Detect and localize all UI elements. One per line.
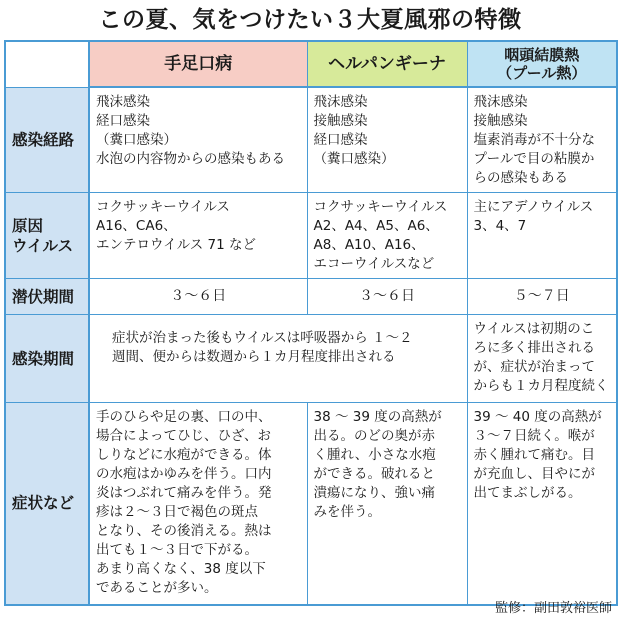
cell-line: コクサッキーウイルス: [96, 199, 230, 215]
cell-virus-herpangina: [307, 193, 467, 279]
cell-line: ろに多く排出される: [473, 340, 595, 356]
cell-line: A16、CA6、: [96, 218, 177, 234]
row-route: [5, 87, 617, 193]
cell-line: 週間、便からは数週から１カ月程度排出される: [112, 349, 396, 365]
cell-line: 塩素消毒が不十分な: [473, 132, 595, 148]
column-header-label: 咽頭結膜熱: [504, 46, 580, 64]
page-title: この夏、気をつけたい３大夏風邪の特徴: [98, 7, 522, 33]
row-header-incubation: [5, 279, 89, 315]
cell-line: 出る。のどの奥が赤: [313, 428, 435, 444]
cell-infectious-pcf: [467, 315, 617, 403]
cell-line: （糞口感染）: [96, 132, 177, 148]
cell-line: 接触感染: [473, 113, 528, 129]
cell-line: A2、A4、A5、A6、: [313, 218, 439, 234]
cell-line: 接触感染: [313, 113, 368, 129]
cell-virus-hfmd: [89, 193, 307, 279]
cell-line: となり、その後消える。熱は: [96, 523, 272, 539]
cell-line: 経口感染: [96, 113, 150, 129]
header-row: [5, 41, 617, 87]
cell-line: の水疱はかゆみを伴う。口内: [96, 466, 272, 482]
corner-cell: [5, 41, 89, 87]
column-header-pcf: [467, 41, 617, 87]
cell-line: 症状が治まった後もウイルスは呼吸器から １～２: [112, 330, 413, 346]
cell-line: 手のひらや足の裏、口の中、: [96, 409, 272, 425]
cell-line: 飛沫感染: [313, 94, 368, 110]
cell-incubation-hfmd: ３～６日: [89, 279, 307, 315]
cell-line: く腫れ、小さな水疱: [313, 447, 436, 463]
cell-symptoms-pcf: [467, 403, 617, 605]
row-header-virus: [5, 193, 89, 279]
cell-symptoms-hfmd: [89, 403, 307, 605]
row-header-infectious: [5, 315, 89, 403]
cell-line: 39 ～ 40 度の高熱が: [473, 409, 602, 425]
cell-line: 水泡の内容物からの感染もある: [96, 151, 285, 167]
cell-route-herpangina: [307, 87, 467, 193]
cell-line: 経口感染: [313, 132, 368, 148]
cell-line: らの感染もある: [473, 170, 568, 186]
cell-line: 疹は２～３日で褐色の斑点: [96, 504, 258, 520]
column-header-label: ヘルパンギーナ: [328, 54, 446, 74]
cell-line: エコーウイルスなど: [313, 256, 435, 272]
cell-line: しりなどに水疱ができる。体: [96, 447, 272, 463]
row-header-label: 感染期間: [12, 349, 75, 368]
cell-line: あまり高くなく、38 度以下: [96, 561, 266, 577]
cell-line: ウイルスは初期のこ: [473, 321, 595, 337]
row-incubation: [5, 279, 617, 315]
cell-line: 場合によってひじ、ひざ、お: [96, 428, 271, 444]
row-header-label: 原因: [12, 216, 44, 235]
cell-line: からも１カ月程度続く: [473, 378, 609, 394]
row-header-label: 感染経路: [12, 130, 75, 149]
cell-line: 潰瘍になり、強い痛: [313, 485, 435, 501]
cell-symptoms-herpangina: [307, 403, 467, 605]
cell-incubation-herpangina: ３～６日: [307, 279, 467, 315]
cell-line: A8、A10、A16、: [313, 237, 425, 253]
cell-line: （糞口感染）: [313, 151, 395, 167]
row-header-symptoms: [5, 403, 89, 605]
column-header-sublabel: （プール熱）: [497, 64, 587, 82]
row-virus: [5, 193, 617, 279]
cell-line: 炎はつぶれて痛みを伴う。発: [96, 485, 272, 501]
cell-line: が充血し、目やにが: [473, 466, 595, 482]
cell-line: プールで目の粘膜か: [473, 151, 595, 167]
column-header-label: 手足口病: [164, 54, 233, 74]
cell-line: 飛沫感染: [96, 94, 150, 110]
row-header-route: [5, 87, 89, 193]
cell-line: コクサッキーウイルス: [313, 199, 448, 215]
cell-line: 出てまぶしがる。: [473, 485, 582, 501]
cell-line: ができる。破れると: [313, 466, 435, 482]
cell-line: ３～７日続く。喉が: [473, 428, 595, 444]
row-header-label: 潜伏期間: [12, 287, 75, 306]
supervisor-credit: 監修：副田敦裕医師: [494, 601, 612, 616]
cell-line: 38 ～ 39 度の高熱が: [313, 409, 442, 425]
cell-line: 3、4、7: [473, 218, 527, 234]
row-header-label: 症状など: [12, 494, 75, 513]
cell-line: 赤く腫れて痛む。目: [473, 447, 595, 463]
row-symptoms: [5, 403, 617, 605]
cell-line: みを伴う。: [313, 504, 381, 520]
row-header-label: ウイルス: [12, 236, 74, 255]
cell-route-hfmd: [89, 87, 307, 193]
row-infectious: [5, 315, 617, 403]
cell-line: 主にアデノウイルス: [473, 199, 594, 215]
cell-line: 飛沫感染: [473, 94, 528, 110]
cell-line: エンテロウイルス 71 など: [96, 237, 256, 253]
cell-line: が、症状が治まって: [473, 359, 595, 375]
cell-virus-pcf: [467, 193, 617, 279]
comparison-table: [4, 40, 618, 606]
column-header-hfmd: [89, 41, 307, 87]
cell-infectious-merged: [89, 315, 467, 403]
cell-route-pcf: [467, 87, 617, 193]
cell-line: 出ても１～３日で下がる。: [96, 542, 258, 558]
cell-line: であることが多い。: [96, 580, 218, 596]
column-header-herpangina: [307, 41, 467, 87]
cell-incubation-pcf: ５～７日: [467, 279, 617, 315]
